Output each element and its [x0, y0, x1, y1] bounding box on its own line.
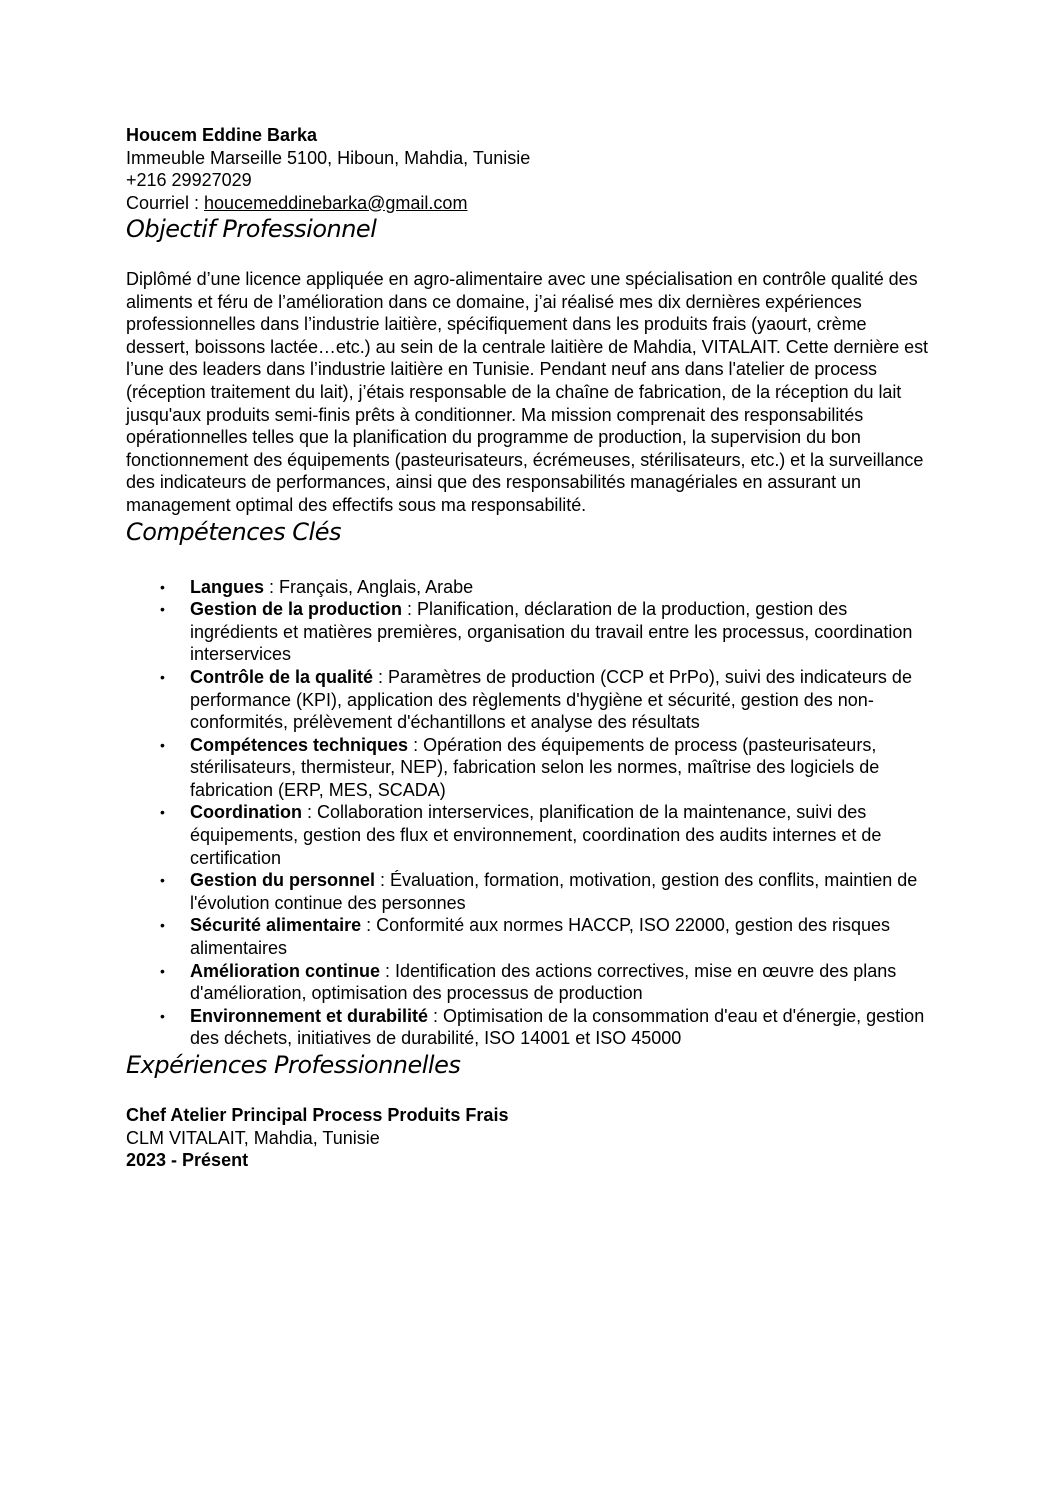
- experience-title: Expériences Professionnelles: [126, 1051, 461, 1079]
- candidate-name: Houcem Eddine Barka: [126, 125, 318, 145]
- skill-label: Contrôle de la qualité: [190, 666, 374, 687]
- skill-item: [160, 598, 931, 666]
- email-line: [126, 192, 931, 215]
- bullet-icon: •: [160, 804, 165, 821]
- skill-label: Amélioration continue: [190, 960, 381, 981]
- bullet-icon: •: [160, 601, 165, 618]
- objective-text: Diplômé d’une licence appliquée en agro-alimentaire avec une spécialisation en contrôle qualité des aliments et féru de l’amélioration dans ce domaine, j’ai réalisé mes dix dernières expériences professionnelles dans l’industrie laitière, spécifiquement dans les produits frais (yaourt, crème dessert, boissons lactée…etc.) au sein de la centrale laitière de Mahdia, VITALAIT. Cette dernière est l’une des leaders dans l’industrie laitière en Tunisie. Pendant neuf ans dans l'atelier de process (réception traitement du lait), j’étais responsable de la chaîne de fabrication, de la réception du lait jusqu'aux produits semi-finis prêts à conditionner. Ma mission comprenait des responsabilités opérationnelles telles que la planification du programme de production, la supervision du bon fonctionnement des équipements (pasteurisateurs, écrémeuses, stérilisateurs, etc.) et la surveillance des indicateurs de performances, ainsi que des responsabilités managériales en assurant un management optimal des effectifs sous ma responsabilité.: [126, 269, 928, 515]
- bullet-icon: •: [160, 668, 165, 685]
- skills-list: [126, 576, 931, 1050]
- skill-label: Gestion du personnel: [190, 870, 376, 891]
- skill-item: [160, 914, 931, 959]
- skill-item: [160, 1005, 931, 1050]
- skill-label: Coordination: [190, 802, 302, 823]
- skill-text: : Évaluation, formation, motivation, gestion des conflits, maintien de l'évolution continue des personnes: [190, 870, 918, 913]
- bullet-icon: •: [160, 917, 165, 934]
- skill-text: : Optimisation de la consommation d'eau et d'énergie, gestion des déchets, initiatives de durabilité, ISO 14001 et ISO 45000: [190, 1005, 925, 1049]
- company: CLM VITALAIT, Mahdia, Tunisie: [126, 1127, 380, 1148]
- skill-item: [160, 576, 931, 599]
- objective-title: Objectif Professionnel: [126, 215, 377, 243]
- skill-text: : Paramètres de production (CCP et PrPo), suivi des indicateurs de performance (KPI), application des règlements d'hygiène et sécurité, gestion des non-conformités, prélèvement d'échantillons et analyse des résultats: [190, 666, 912, 733]
- skill-label: Sécurité alimentaire: [190, 915, 362, 936]
- job-period: 2023 - Présent: [126, 1150, 249, 1171]
- skill-label: Langues: [190, 576, 265, 597]
- skill-label: Gestion de la production: [190, 599, 403, 620]
- skill-label: Compétences techniques: [190, 734, 409, 755]
- address: Immeuble Marseille 5100, Hiboun, Mahdia, Tunisie: [126, 147, 531, 168]
- skill-label: Environnement et durabilité: [190, 1005, 429, 1026]
- resume-page: [126, 124, 931, 1172]
- email-link[interactable]: houcemeddinebarka@gmail.com: [204, 192, 468, 213]
- skill-item: [160, 666, 931, 734]
- bullet-icon: •: [160, 1007, 165, 1024]
- bullet-icon: •: [160, 736, 165, 753]
- skill-item: [160, 734, 931, 802]
- skill-text: : Opération des équipements de process (pasteurisateurs, stérilisateurs, thermisteur, NEP), fabrication selon les normes, maîtrise des logiciels de fabrication (ERP, MES, SCADA): [190, 734, 880, 800]
- bullet-icon: •: [160, 578, 165, 595]
- phone-number: +216 29927029: [126, 170, 252, 190]
- skill-text: : Identification des actions correctives, mise en œuvre des plans d'amélioration, optimisation des processus de production: [190, 960, 897, 1004]
- bullet-icon: •: [160, 872, 165, 889]
- skill-item: [160, 869, 931, 914]
- job-title: Chef Atelier Principal Process Produits Frais: [126, 1105, 509, 1125]
- skills-title: Compétences Clés: [126, 517, 341, 546]
- skill-item: [160, 960, 931, 1005]
- skill-text: : Collaboration interservices, planification de la maintenance, suivi des équipements, gestion des flux et environnement, coordination des audits internes et de certification: [190, 802, 882, 868]
- skill-item: [160, 801, 931, 869]
- experience-entry: [126, 1104, 931, 1172]
- skill-text: : Planification, déclaration de la production, gestion des ingrédients et matières premières, organisation du travail entre les processus, coordination interservices: [190, 599, 913, 665]
- bullet-icon: •: [160, 962, 165, 979]
- skill-text: : Conformité aux normes HACCP, ISO 22000, gestion des risques alimentaires: [190, 915, 891, 959]
- skill-text: : Français, Anglais, Arabe: [264, 576, 474, 597]
- contact-block: [126, 124, 931, 214]
- email-label: Courriel :: [126, 192, 205, 213]
